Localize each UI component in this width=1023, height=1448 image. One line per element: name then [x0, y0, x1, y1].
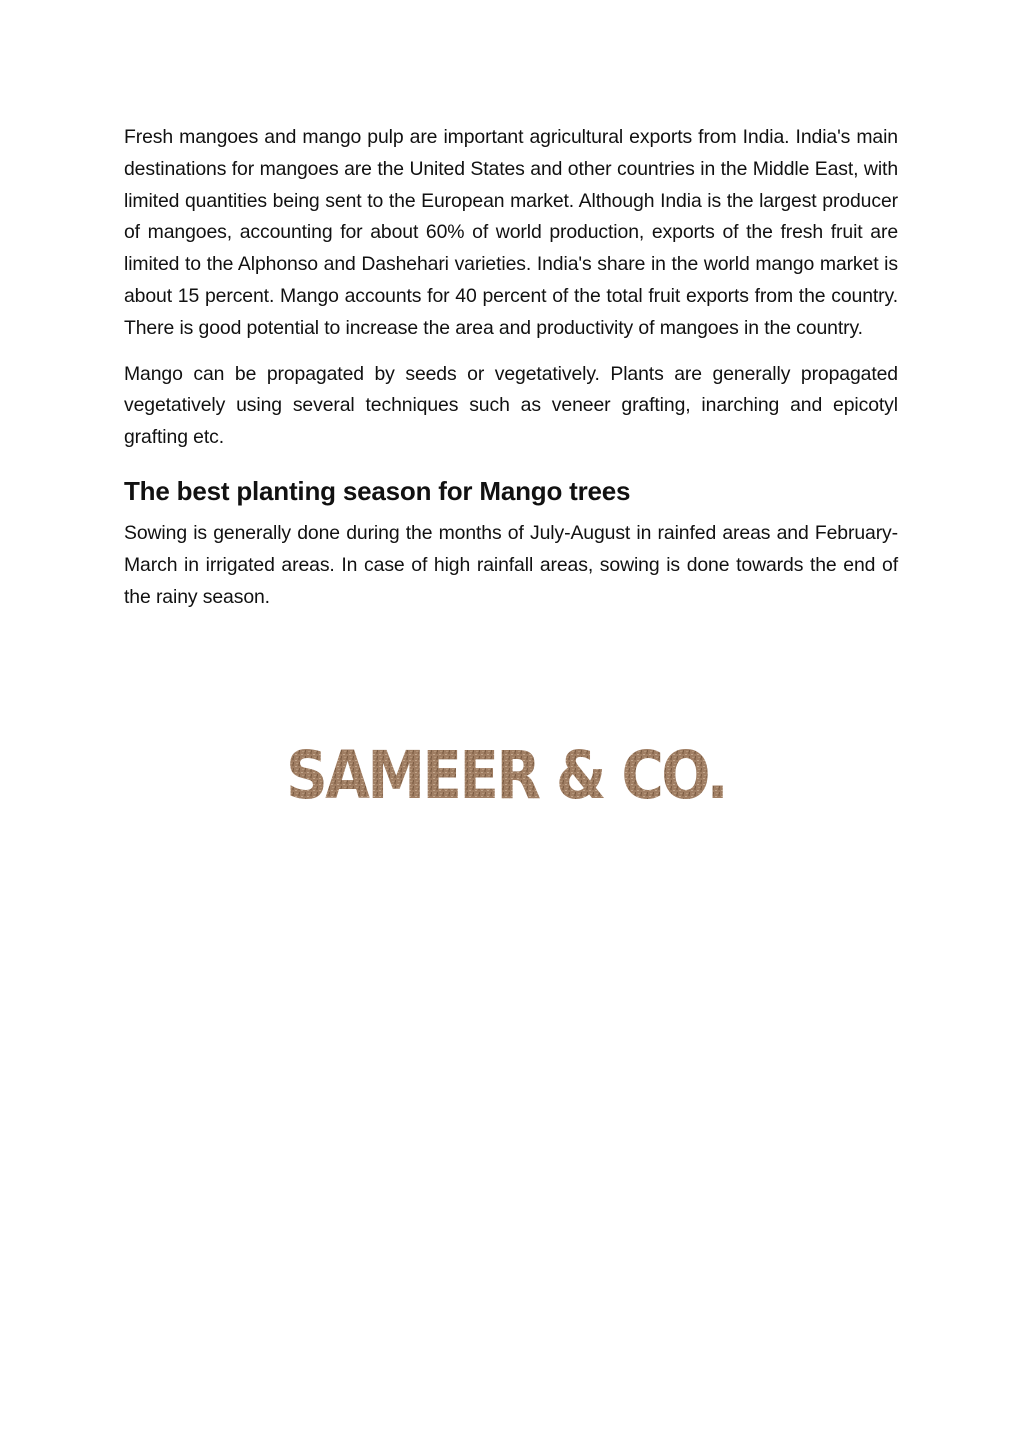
logo-text: SAMEER & CO.	[286, 740, 726, 806]
company-logo-icon	[286, 740, 746, 806]
document-body	[124, 122, 898, 627]
intro-paragraph: Fresh mangoes and mango pulp are important agricultural exports from India. India's main destinations for mangoes are the United States and other countries in the Middle East, with limited quantities being sent to the European market. Although India is the largest producer of mangoes, accounting for about 60% of world production, exports of the fresh fruit are limited to the Alphonso and Dashehari varieties. India's share in the world mango market is about 15 percent. Mango accounts for 40 percent of the total fruit exports from the country. There is good potential to increase the area and productivity of mangoes in the country.	[124, 126, 898, 339]
propagation-paragraph: Mango can be propagated by seeds or vegetatively. Plants are generally propagated vegetatively using several techniques such as veneer grafting, inarching and epicotyl grafting etc.	[124, 362, 898, 449]
planting-season-paragraph: Sowing is generally done during the months of July-August in rainfed areas and February-March in irrigated areas. In case of high rainfall areas, sowing is done towards the end of the rainy season.	[124, 521, 898, 608]
section-heading: The best planting season for Mango trees	[124, 475, 631, 506]
company-logo	[286, 740, 746, 806]
